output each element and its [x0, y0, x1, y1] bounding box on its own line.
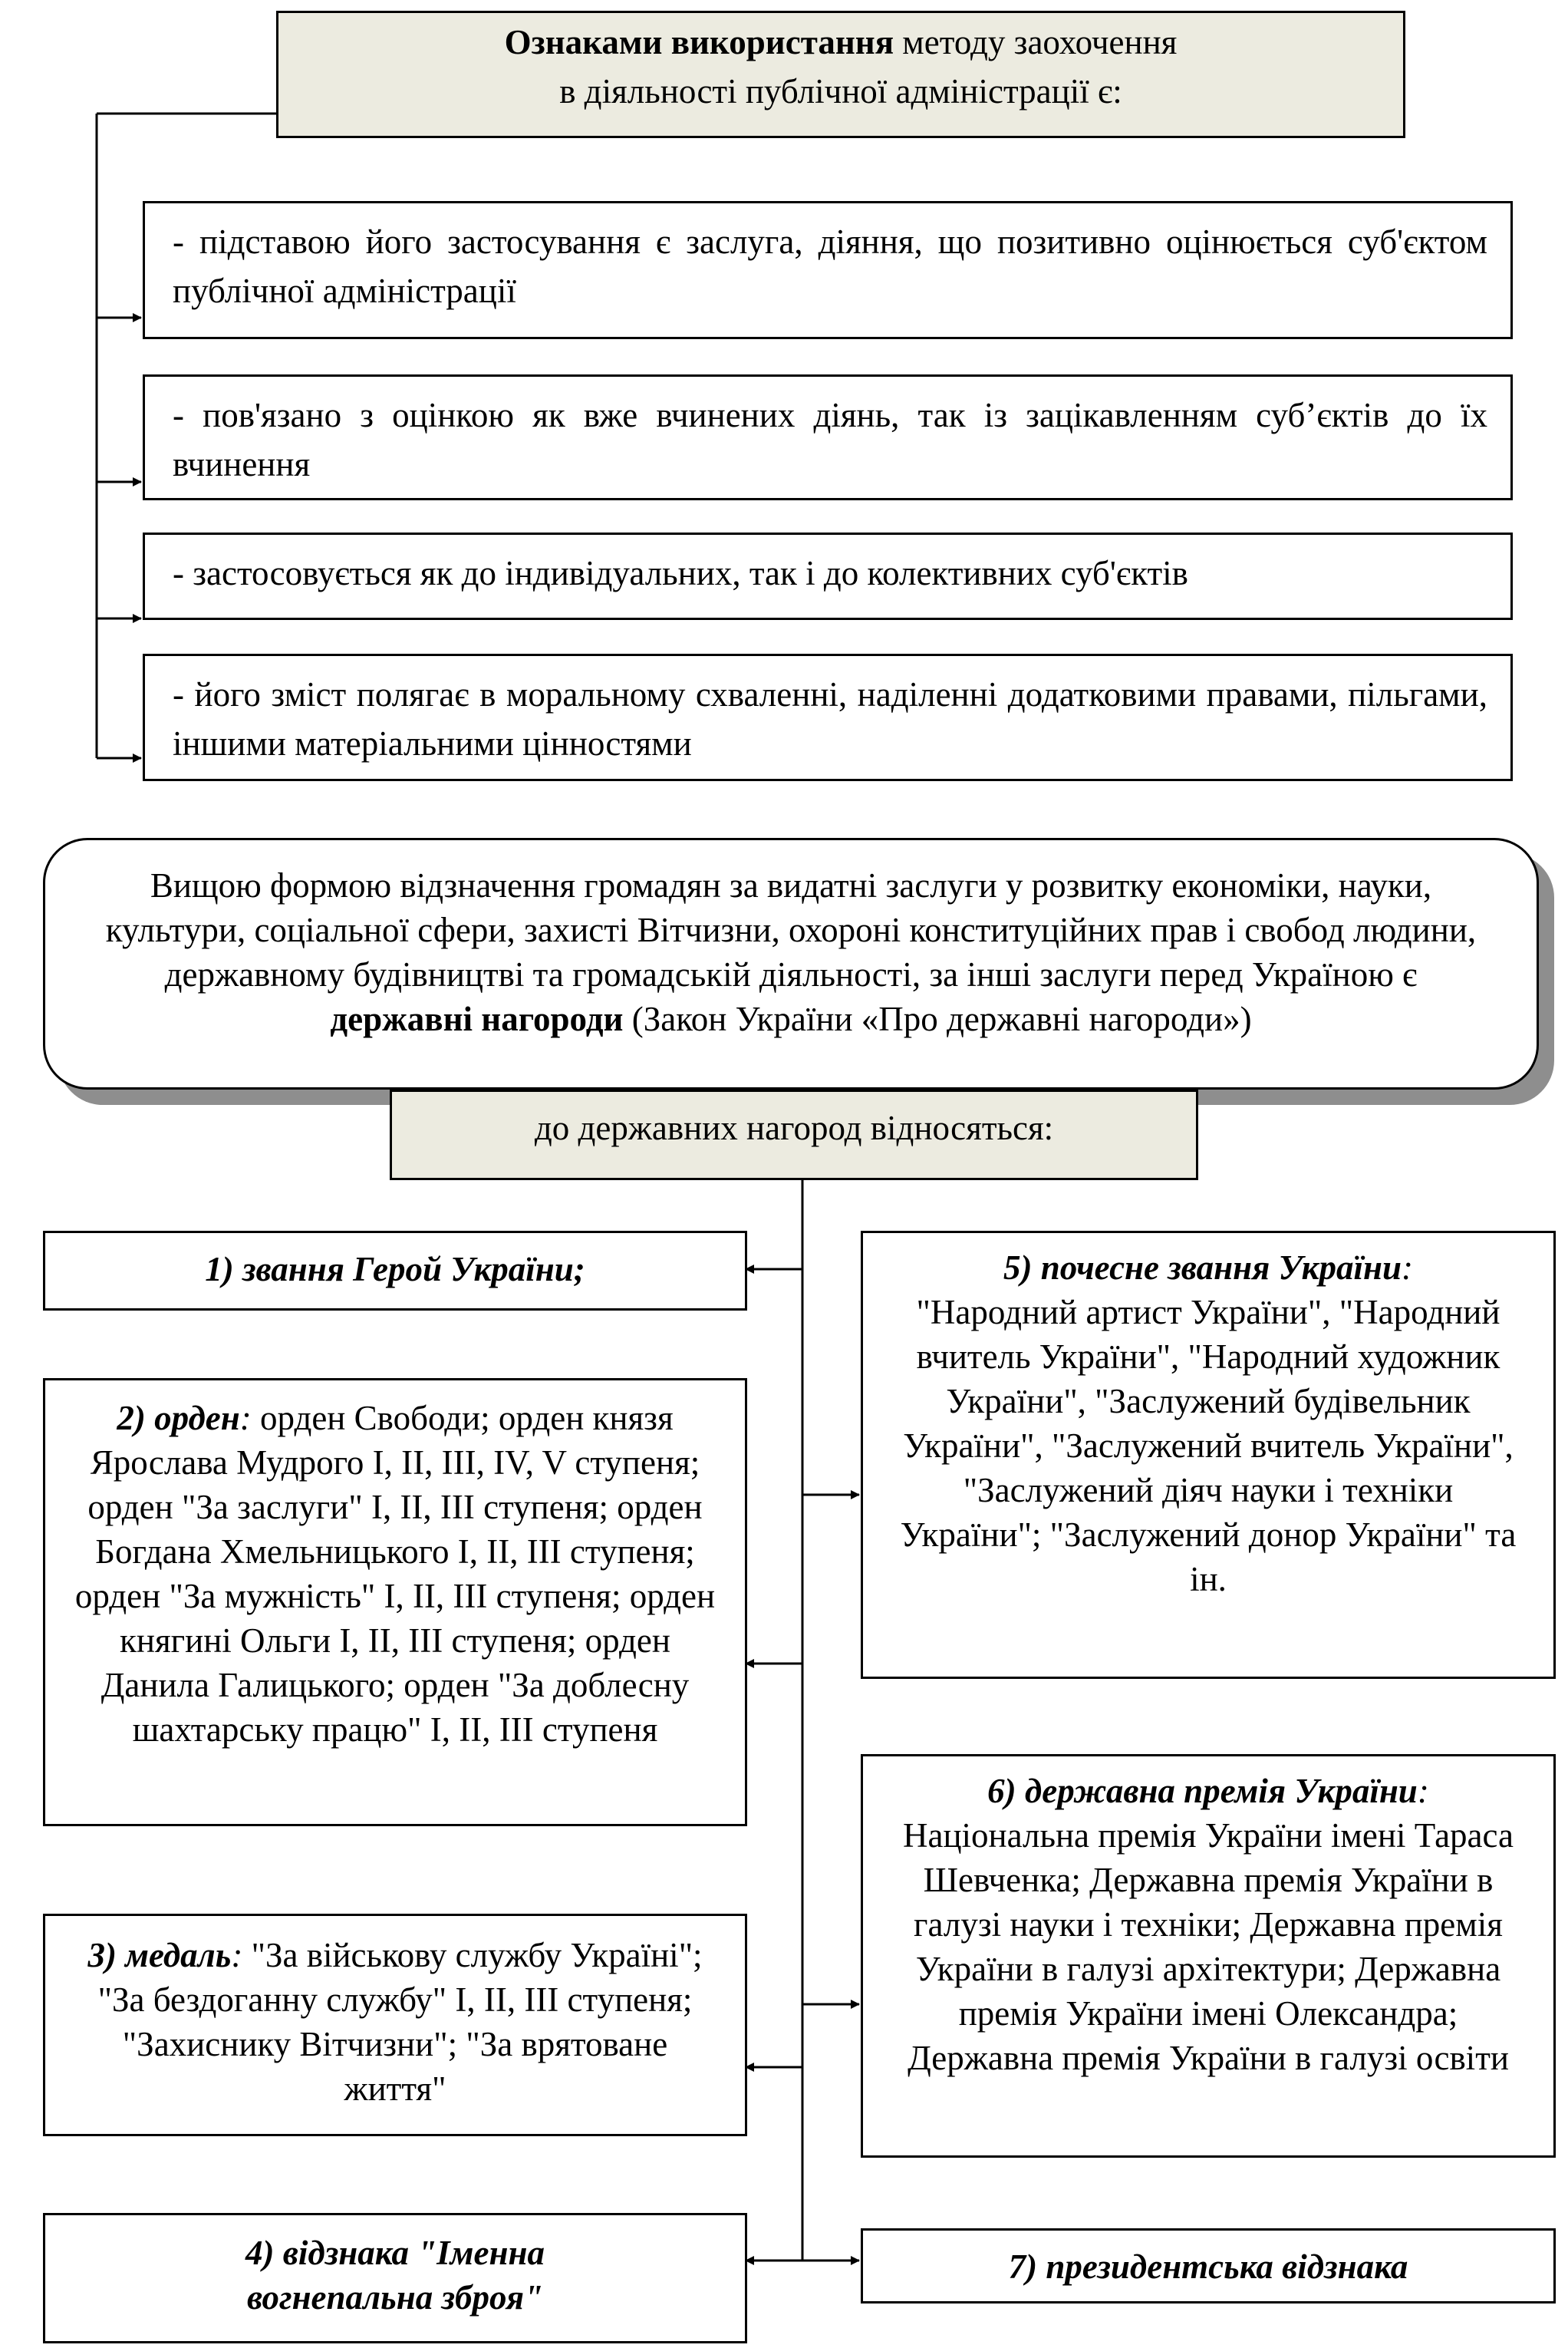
award-hero-title: 1) звання Герой України;	[205, 1250, 585, 1288]
awards-subheader: до державних нагород відносяться:	[390, 1090, 1198, 1180]
award-presidential	[861, 2228, 1556, 2303]
state-awards-box	[43, 838, 1539, 1090]
award-firearm	[43, 2213, 747, 2343]
state-awards-law: (Закон України «Про державні нагороди»)	[623, 1000, 1252, 1038]
top-header-line-2: в діяльності публічної адміністрації є:	[559, 72, 1122, 110]
award-medal-colon: :	[231, 1936, 243, 1974]
top-header-bold: Ознаками використання	[504, 23, 894, 61]
award-medal-title: 3) медаль	[87, 1936, 232, 1974]
award-order-title: 2) орден	[117, 1399, 240, 1437]
award-state-prize-text: Національна премія України імені Тараса Шевченка; Державна премія України в галузі науки і техніки; Державна премія України в галузі архітектури; Державна премія України імені Олександра; Державна премія України в галузі освіти	[902, 1816, 1514, 2077]
state-awards-bold: державні нагороди	[330, 1000, 624, 1038]
award-order-colon: :	[239, 1399, 252, 1437]
award-state-prize-title: 6) державна премія України	[987, 1772, 1418, 1810]
top-header-box	[276, 11, 1405, 138]
award-medal-text: "За військову службу Україні"; "За бездоганну службу" I, II, III ступеня; "Захиснику Вітчизни"; "За врятоване життя"	[97, 1936, 703, 2108]
award-honorary-title-label: 5) почесне звання України	[1003, 1248, 1402, 1287]
state-awards-text: Вищою формою відзначення громадян за видатні заслуги у розвитку економіки, науки, культури, соціальної сфери, захисті Вітчизни, охороні конституційних прав і свобод людини, державному будівництві та громадській діяльності, за інші заслуги перед Україною є	[105, 866, 1477, 994]
award-honorary-heading	[891, 1245, 1526, 1290]
award-order	[43, 1378, 747, 1826]
award-hero	[43, 1231, 747, 1311]
award-firearm-title: 4) відзнака "Іменна вогнепальна зброя"	[245, 2234, 545, 2317]
criterion-1: - підставою його застосування є заслуга, діяння, що позитивно оцінюється суб'єктом публічної адміністрації	[143, 201, 1513, 339]
criterion-2: - пов'язано з оцінкою як вже вчинених діянь, так із зацікавленням суб’єктів до їх вчинення	[143, 374, 1513, 500]
award-medal	[43, 1914, 747, 2136]
award-order-text: орден Свободи; орден князя Ярослава Мудрого I, II, III, IV, V ступеня; орден "За заслуги" I, II, III ступеня; орден Богдана Хмельницького I, II, III ступеня; орден "За мужність" I, II, III ступеня; орден княгині Ольги I, II, III ступеня; орден Данила Галицького; орден "За доблесну шахтарську працю" I, II, III ступеня	[74, 1399, 716, 1749]
top-header-rest: методу заохочення	[894, 23, 1178, 61]
award-state-prize-heading	[884, 1769, 1532, 1813]
award-state-prize-colon: :	[1417, 1772, 1429, 1810]
criterion-3: - застосовується як до індивідуальних, так і до колективних суб'єктів	[143, 533, 1513, 620]
top-header-line-1	[278, 18, 1403, 67]
award-honorary-title	[861, 1231, 1556, 1679]
award-honorary-text: "Народний артист України", "Народний вчитель України", "Народний художник України", "Заслужений будівельник України", "Заслужений вчитель України", "Заслужений діяч науки і техніки України"; "Заслужений донор України" та ін.	[900, 1293, 1517, 1598]
award-state-prize	[861, 1754, 1556, 2158]
award-honorary-colon: :	[1402, 1248, 1414, 1287]
award-presidential-title: 7) президентська відзнака	[1008, 2247, 1408, 2286]
criterion-4: - його зміст полягає в моральному схваленні, наділенні додатковими правами, пільгами, іншими матеріальними цінностями	[143, 654, 1513, 781]
